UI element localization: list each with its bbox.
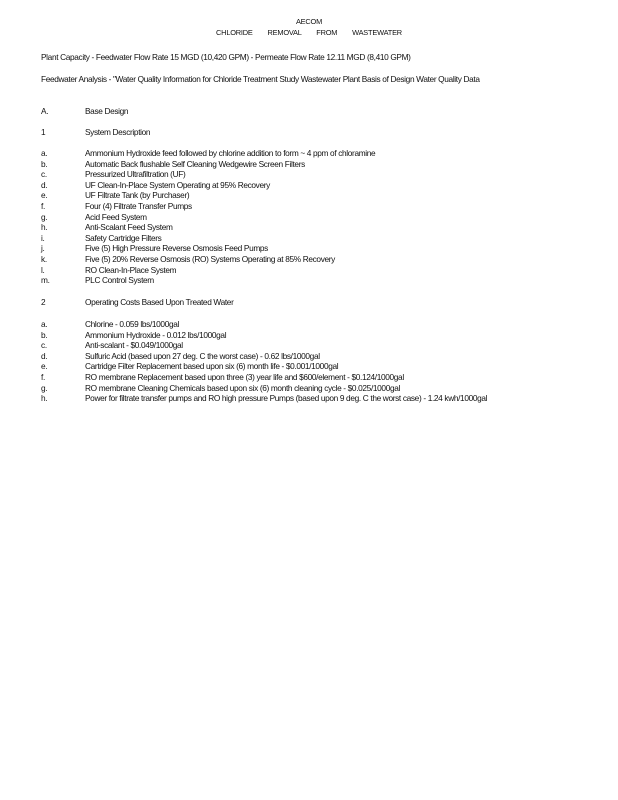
list-item-text: UF Filtrate Tank (by Purchaser) — [85, 190, 190, 201]
list-item-text: RO Clean-In-Place System — [85, 264, 177, 275]
list-item-text: RO membrane Replacement based upon three (3) year life and $600/element - $0.124/1000gal — [85, 372, 404, 382]
list-item-label: b. — [41, 158, 48, 169]
list-item-text: Ammonium Hydroxide - 0.012 lbs/1000gal — [85, 329, 227, 340]
list-item-text: Sulfuric Acid (based upon 27 deg. C the worst case) - 0.62 lbs/1000gal — [85, 350, 320, 361]
list-item-label: b. — [41, 329, 48, 340]
list-item-text: Power for filtrate transfer pumps and RO high pressure Pumps (based upon 9 deg. C the worst case) - 1.24 kwh/1000gal — [85, 393, 488, 404]
list-item-text: Cartridge Filter Replacement based upon six (6) month life - $0.001/1000gal — [85, 361, 339, 372]
document-title: CHLORIDE REMOVAL FROM WASTEWATER — [216, 28, 402, 37]
list-item-text: UF Clean-In-Place System Operating at 95% Recovery — [85, 179, 270, 190]
list-item-text: Pressurized Ultrafiltration (UF) — [85, 169, 186, 180]
list-item-text: Five (5) 20% Reverse Osmosis (RO) Systems Operating at 85% Recovery — [85, 254, 335, 264]
list-item-text: Ammonium Hydroxide feed followed by chlorine addition to form ~ 4 ppm of chloramine — [85, 148, 376, 158]
list-item-label: g. — [41, 211, 48, 222]
list-item-text: Anti-Scalant Feed System — [85, 222, 173, 233]
list-item-label: g. — [41, 382, 48, 393]
list-item-label: c. — [41, 340, 47, 351]
list-item-label: f. — [41, 372, 46, 382]
company-name: AECOM — [295, 17, 323, 26]
feedwater-analysis-line: Feedwater Analysis - "Water Quality Information for Chloride Treatment Study Wastewater Plant Basis of Design Water Quality Data — [41, 74, 480, 84]
list-item-text: Chlorine - 0.059 lbs/1000gal — [85, 319, 179, 329]
list-item-label: c. — [41, 169, 47, 180]
list-item-label: a. — [41, 319, 48, 329]
subsection-2-title: Operating Costs Based Upon Treated Water — [85, 297, 234, 307]
list-item-label: f. — [41, 201, 46, 211]
list-item-text: Safety Cartridge Filters — [85, 232, 162, 243]
list-item-text: Acid Feed System — [85, 211, 147, 222]
list-item-label: e. — [41, 361, 48, 372]
list-item-text: PLC Control System — [85, 275, 154, 286]
list-item-text: Four (4) Filtrate Transfer Pumps — [85, 201, 192, 211]
list-item-label: k. — [41, 254, 47, 264]
list-item-label: j. — [41, 243, 45, 254]
list-item-text: Automatic Back flushable Self Cleaning Wedgewire Screen Filters — [85, 158, 305, 169]
section-a-title: Base Design — [85, 106, 129, 116]
plant-capacity-line: Plant Capacity - Feedwater Flow Rate 15 MGD (10,420 GPM) - Permeate Flow Rate 12.11 MGD (8,410 GPM) — [41, 52, 411, 62]
subsection-1-title: System Description — [85, 127, 151, 137]
list-item-label: e. — [41, 190, 48, 201]
list-item-text: Five (5) High Pressure Reverse Osmosis Feed Pumps — [85, 243, 268, 254]
list-item-label: i. — [41, 232, 45, 243]
subsection-1-label: 1 — [41, 127, 46, 137]
list-item-label: d. — [41, 350, 48, 361]
subsection-2-label: 2 — [41, 297, 46, 307]
list-item-label: h. — [41, 222, 48, 233]
list-item-label: m. — [41, 275, 50, 286]
list-item-label: h. — [41, 393, 48, 404]
section-a-label: A. — [41, 106, 49, 116]
list-item-label: a. — [41, 148, 48, 158]
list-item-text: Anti-scalant - $0.049/1000gal — [85, 340, 183, 351]
list-item-label: d. — [41, 179, 48, 190]
list-item-label: l. — [41, 264, 45, 275]
list-item-text: RO membrane Cleaning Chemicals based upon six (6) month cleaning cycle - $0.025/1000gal — [85, 382, 400, 393]
